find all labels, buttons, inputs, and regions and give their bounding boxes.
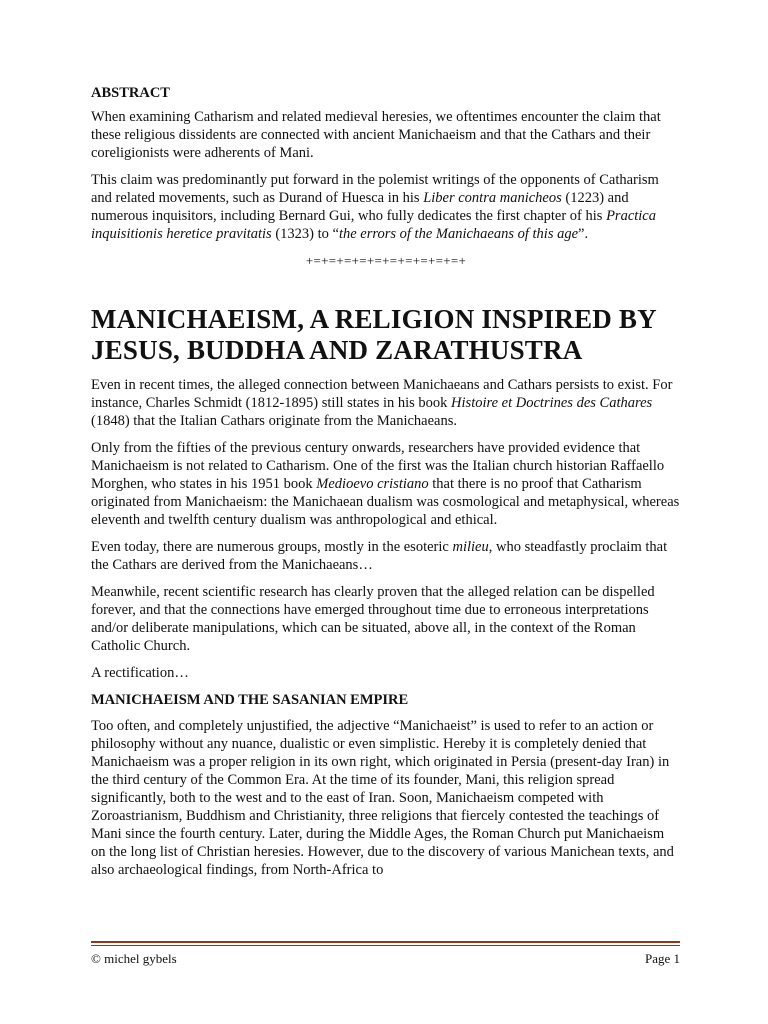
footer-rule-thick (91, 941, 680, 943)
section1-paragraph-5: A rectification… (91, 665, 189, 681)
text-run: (1223) and numerous inquisitors, including Bernard Gui, who fully dedicates the first chapter of his (91, 190, 629, 224)
text-run: ”. (578, 226, 589, 242)
book-title: Histoire et Doctrines des Cathares (451, 395, 653, 411)
section1-paragraph-2 (91, 439, 681, 529)
text-run: (1848) that the Italian Cathars originate from the Manichaeans. (91, 413, 457, 429)
footer-page-number: Page 1 (644, 951, 680, 966)
main-heading: MANICHAEISM, A RELIGION INSPIRED BY JESUS, BUDDHA AND ZARATHUSTRA (91, 304, 656, 365)
text-run: that there is no proof that Catharism originated from Manichaeism: the Manichaean dualism was cosmological and metaphysical, whereas eleventh and twelfth century dualism was anthropological and ethical. (91, 476, 680, 528)
section2-paragraph-1: Too often, and completely unjustified, the adjective “Manichaeist” is used to refer to an action or philosophy without any nuance, dualistic or even simplistic. Hereby it is completely denied that Manichaeism was a proper religion in its own right, which originated in Persia (present-day Iran) in the third century of the Common Era. At the time of its founder, Mani, this religion spread significantly, both to the west and to the east of Iran. Soon, Manichaeism competed with Zoroastrianism, Buddhism and Christianity, three religions that fiercely contested the teachings of Mani since the fourth century. Later, during the Middle Ages, the Roman Church put Manichaeism on the long list of Christian heresies. However, due to the discovery of various Manichean texts, and also archaeological findings, from North-Africa to (91, 718, 674, 878)
text-run: Even today, there are numerous groups, mostly in the esoteric (91, 539, 453, 555)
page-footer (91, 951, 680, 967)
emphasis: milieu (452, 539, 489, 555)
book-title: Medioevo cristiano (316, 476, 429, 492)
book-title: Practica inquisitionis heretice pravitatis (91, 208, 656, 242)
text-run: This claim was predominantly put forward in the polemist writings of the opponents of Catharism and related movements, such as Durand of Huesca in his (91, 172, 659, 206)
text-run: (1323) to “ (271, 226, 339, 242)
footer-author: © michel gybels (91, 951, 177, 966)
abstract-paragraph-2 (91, 171, 681, 243)
section-separator: +=+=+=+=+=+=+=+=+=+=+ (305, 253, 467, 268)
page-content (91, 84, 681, 888)
text-run: Even in recent times, the alleged connection between Manichaeans and Cathars persists to exist. For instance, Charles Schmidt (1812-1895) still states in his book (91, 377, 673, 411)
section2-heading: MANICHAEISM AND THE SASANIAN EMPIRE (91, 692, 409, 708)
section1-paragraph-3 (91, 538, 681, 574)
book-title: Liber contra manicheos (423, 190, 562, 206)
section1-paragraph-4: Meanwhile, recent scientific research has clearly proven that the alleged relation can be dispelled forever, and that the connections have emerged throughout time due to erroneous interpretations and/or deliberate manipulations, which can be situated, above all, in the context of the Roman Catholic Church. (91, 584, 655, 654)
abstract-label: ABSTRACT (91, 85, 170, 101)
text-run: , who steadfastly proclaim that the Cathars are derived from the Manichaeans… (91, 539, 668, 573)
section1-paragraph-1 (91, 376, 681, 430)
abstract-paragraph-1: When examining Catharism and related medieval heresies, we oftentimes encounter the claim that these religious dissidents are connected with ancient Manichaeism and that the Cathars and their coreligionists were adherents of Mani. (91, 109, 661, 161)
footer-rule-thin (91, 945, 680, 946)
quotation: the errors of the Manichaeans of this age (338, 226, 579, 242)
text-run: Only from the fifties of the previous century onwards, researchers have provided evidence that Manichaeism is not related to Catharism. One of the first was the Italian church historian Raffaello Morghen, who states in his 1951 book (91, 440, 665, 492)
